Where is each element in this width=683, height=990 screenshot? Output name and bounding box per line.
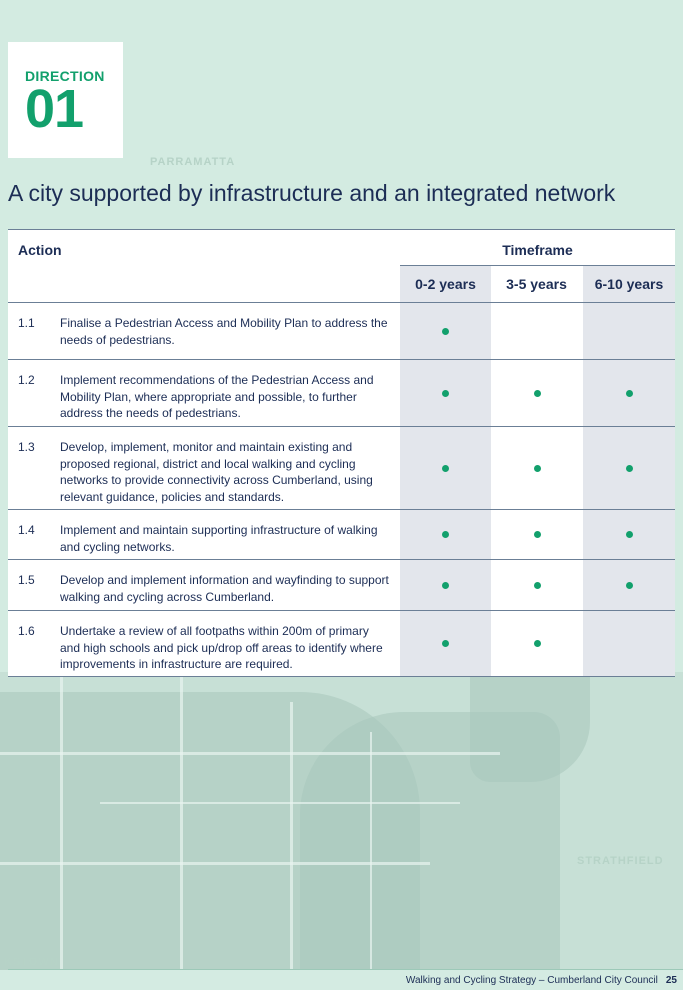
timeframe-cell-0-2-years [400, 611, 491, 676]
timeframe-dot-icon [442, 465, 449, 472]
timeframe-cell-3-5-years [491, 510, 583, 559]
timeframe-dot-icon [442, 390, 449, 397]
action-number: 1.6 [18, 624, 35, 638]
timeframe-dot-icon [442, 582, 449, 589]
action-description: Develop, implement, monitor and maintain existing and proposed regional, district and local walking and cycling networks to provide connectivity across Cumberland, using relevant guidance, policies and standards. [60, 440, 373, 504]
action-description: Undertake a review of all footpaths within 200m of primary and high schools and pick up/drop off areas to identify where improvements in infrastructure are required. [60, 624, 383, 671]
action-number: 1.1 [18, 316, 35, 330]
table-row [8, 610, 675, 676]
direction-badge [8, 42, 123, 158]
timeframe-cell-6-10-years [583, 360, 675, 426]
timeframe-dot-icon [534, 640, 541, 647]
timeframe-header: Timeframe [502, 242, 573, 258]
timeframe-dot-icon [626, 465, 633, 472]
map-label-bankstown: KSTOWN [4, 956, 59, 968]
timeframe-dot-icon [626, 531, 633, 538]
table-body [8, 303, 675, 676]
timeframe-dot-icon [442, 640, 449, 647]
action-header: Action [18, 242, 62, 258]
column-header-0-2-years: 0-2 years [400, 266, 491, 302]
table-row [8, 426, 675, 509]
page-number: 25 [665, 975, 677, 986]
timeframe-cell-6-10-years [583, 303, 675, 359]
timeframe-dot-icon [442, 328, 449, 335]
direction-number: 01 [25, 79, 84, 139]
timeframe-cell-3-5-years [491, 360, 583, 426]
timeframe-cell-6-10-years [583, 560, 675, 610]
timeframe-dot-icon [534, 390, 541, 397]
timeframe-cell-6-10-years [583, 611, 675, 676]
timeframe-dot-icon [534, 465, 541, 472]
timeframe-cell-0-2-years [400, 303, 491, 359]
timeframe-cell-3-5-years [491, 427, 583, 509]
timeframe-cell-0-2-years [400, 510, 491, 559]
column-header-6-10-years: 6-10 years [583, 266, 675, 302]
map-label-parramatta: PARRAMATTA [150, 156, 236, 168]
timeframe-cell-0-2-years [400, 560, 491, 610]
map-label-strathfield: STRATHFIELD [577, 855, 664, 867]
page-footer [406, 975, 677, 986]
footer-text: Walking and Cycling Strategy – Cumberland City Council [405, 975, 658, 986]
table-header [8, 230, 675, 303]
timeframe-dot-icon [534, 531, 541, 538]
timeframe-cell-3-5-years [491, 560, 583, 610]
action-description: Implement recommendations of the Pedestrian Access and Mobility Plan, where appropriate and possible, to further address the needs of pedestrians. [60, 373, 374, 420]
table-row [8, 303, 675, 359]
column-header-3-5-years: 3-5 years [506, 276, 567, 292]
timeframe-cell-6-10-years [583, 510, 675, 559]
timeframe-cell-3-5-years [491, 611, 583, 676]
timeframe-cell-0-2-years [400, 360, 491, 426]
action-number: 1.2 [18, 373, 35, 387]
timeframe-cell-6-10-years [583, 427, 675, 509]
map-background [0, 672, 683, 970]
action-description: Finalise a Pedestrian Access and Mobility Plan to address the needs of pedestrians. [60, 316, 388, 347]
timeframe-cell-3-5-years [491, 303, 583, 359]
timeframe-dot-icon [626, 390, 633, 397]
timeframe-dot-icon [534, 582, 541, 589]
action-number: 1.5 [18, 573, 35, 587]
action-number: 1.4 [18, 523, 35, 537]
timeframe-cell-0-2-years [400, 427, 491, 509]
table-row [8, 559, 675, 610]
action-table [8, 229, 675, 677]
table-row [8, 359, 675, 426]
timeframe-dot-icon [442, 531, 449, 538]
table-row [8, 509, 675, 559]
timeframe-dot-icon [626, 582, 633, 589]
footer-divider [8, 969, 683, 970]
action-description: Develop and implement information and wayfinding to support walking and cycling across Cumberland. [60, 573, 389, 604]
action-description: Implement and maintain supporting infrastructure of walking and cycling networks. [60, 523, 378, 554]
action-number: 1.3 [18, 440, 35, 454]
page-title: A city supported by infrastructure and an integrated network [8, 180, 616, 206]
direction-label: DIRECTION [25, 68, 105, 84]
